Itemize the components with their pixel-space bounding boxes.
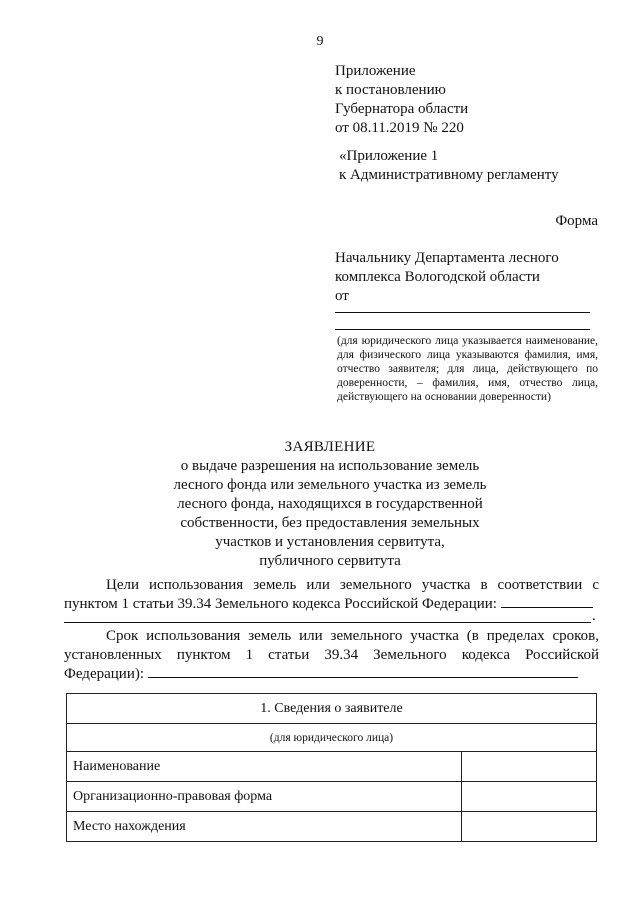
appendix-line: Приложение — [335, 63, 416, 79]
table-row — [67, 752, 597, 782]
purpose-text: Цели использования земель или земельного участка в соответствии с пунктом 1 статьи 39.34 Земельного кодекса Российской Федерации: — [64, 577, 599, 612]
regulation-line: «Приложение 1 — [339, 148, 439, 164]
purpose-fill-line[interactable] — [64, 622, 591, 623]
term-paragraph — [64, 627, 599, 684]
row-value-location[interactable] — [462, 812, 597, 842]
applicant-note: (для юридического лица указывается наименование, для физического лица указываются фамилия, имя, отчество заявителя; для лица, действующего по доверенности, – фамилия, имя, отчество лица, действующего на основании доверенности) — [337, 335, 598, 403]
row-label-legal-form: Организационно-правовая форма — [67, 782, 462, 812]
appendix-block — [335, 62, 468, 138]
appendix-line: от 08.11.2019 № 220 — [335, 120, 464, 136]
term-fill-inline[interactable] — [148, 665, 578, 678]
title-line: публичного сервитута — [259, 553, 401, 569]
purpose-period: . — [592, 608, 596, 624]
section-subheader: (для юридического лица) — [67, 724, 597, 752]
addressee-line: комплекса Вологодской области — [335, 269, 540, 285]
title-line: собственности, без предоставления земельных — [180, 515, 480, 531]
regulation-line: к Административному регламенту — [339, 167, 559, 183]
page-number: 9 — [316, 34, 324, 49]
applicant-fill-line-1[interactable] — [335, 312, 590, 313]
purpose-paragraph — [64, 576, 599, 614]
row-value-name[interactable] — [462, 752, 597, 782]
title-line: о выдаче разрешения на использование земель — [180, 458, 480, 474]
addressee-block — [335, 249, 559, 306]
section-header: 1. Сведения о заявителе — [67, 694, 597, 724]
applicant-fill-line-2[interactable] — [335, 329, 590, 330]
title-main: ЗАЯВЛЕНИЕ — [284, 439, 376, 455]
term-text: Срок использования земель или земельного участка (в пределах сроков, установленных пунктом 1 статьи 39.34 Земельного кодекса Российской Федерации): — [64, 628, 599, 682]
form-label: Форма — [555, 213, 598, 229]
title-line: лесного фонда или земельного участка из земель — [173, 477, 487, 493]
purpose-fill-inline[interactable] — [501, 595, 593, 608]
document-title — [150, 438, 510, 571]
addressee-line: Начальнику Департамента лесного — [335, 250, 559, 266]
appendix-line: Губернатора области — [335, 101, 469, 117]
table-row — [67, 812, 597, 842]
row-value-legal-form[interactable] — [462, 782, 597, 812]
appendix-line: к постановлению — [335, 82, 446, 98]
title-line: лесного фонда, находящихся в государственной — [177, 496, 483, 512]
table-row — [67, 782, 597, 812]
applicant-table — [66, 693, 597, 842]
row-label-name: Наименование — [67, 752, 462, 782]
addressee-line: от — [335, 288, 349, 304]
title-line: участков и установления сервитута, — [215, 534, 445, 550]
regulation-block — [339, 147, 559, 185]
row-label-location: Место нахождения — [67, 812, 462, 842]
